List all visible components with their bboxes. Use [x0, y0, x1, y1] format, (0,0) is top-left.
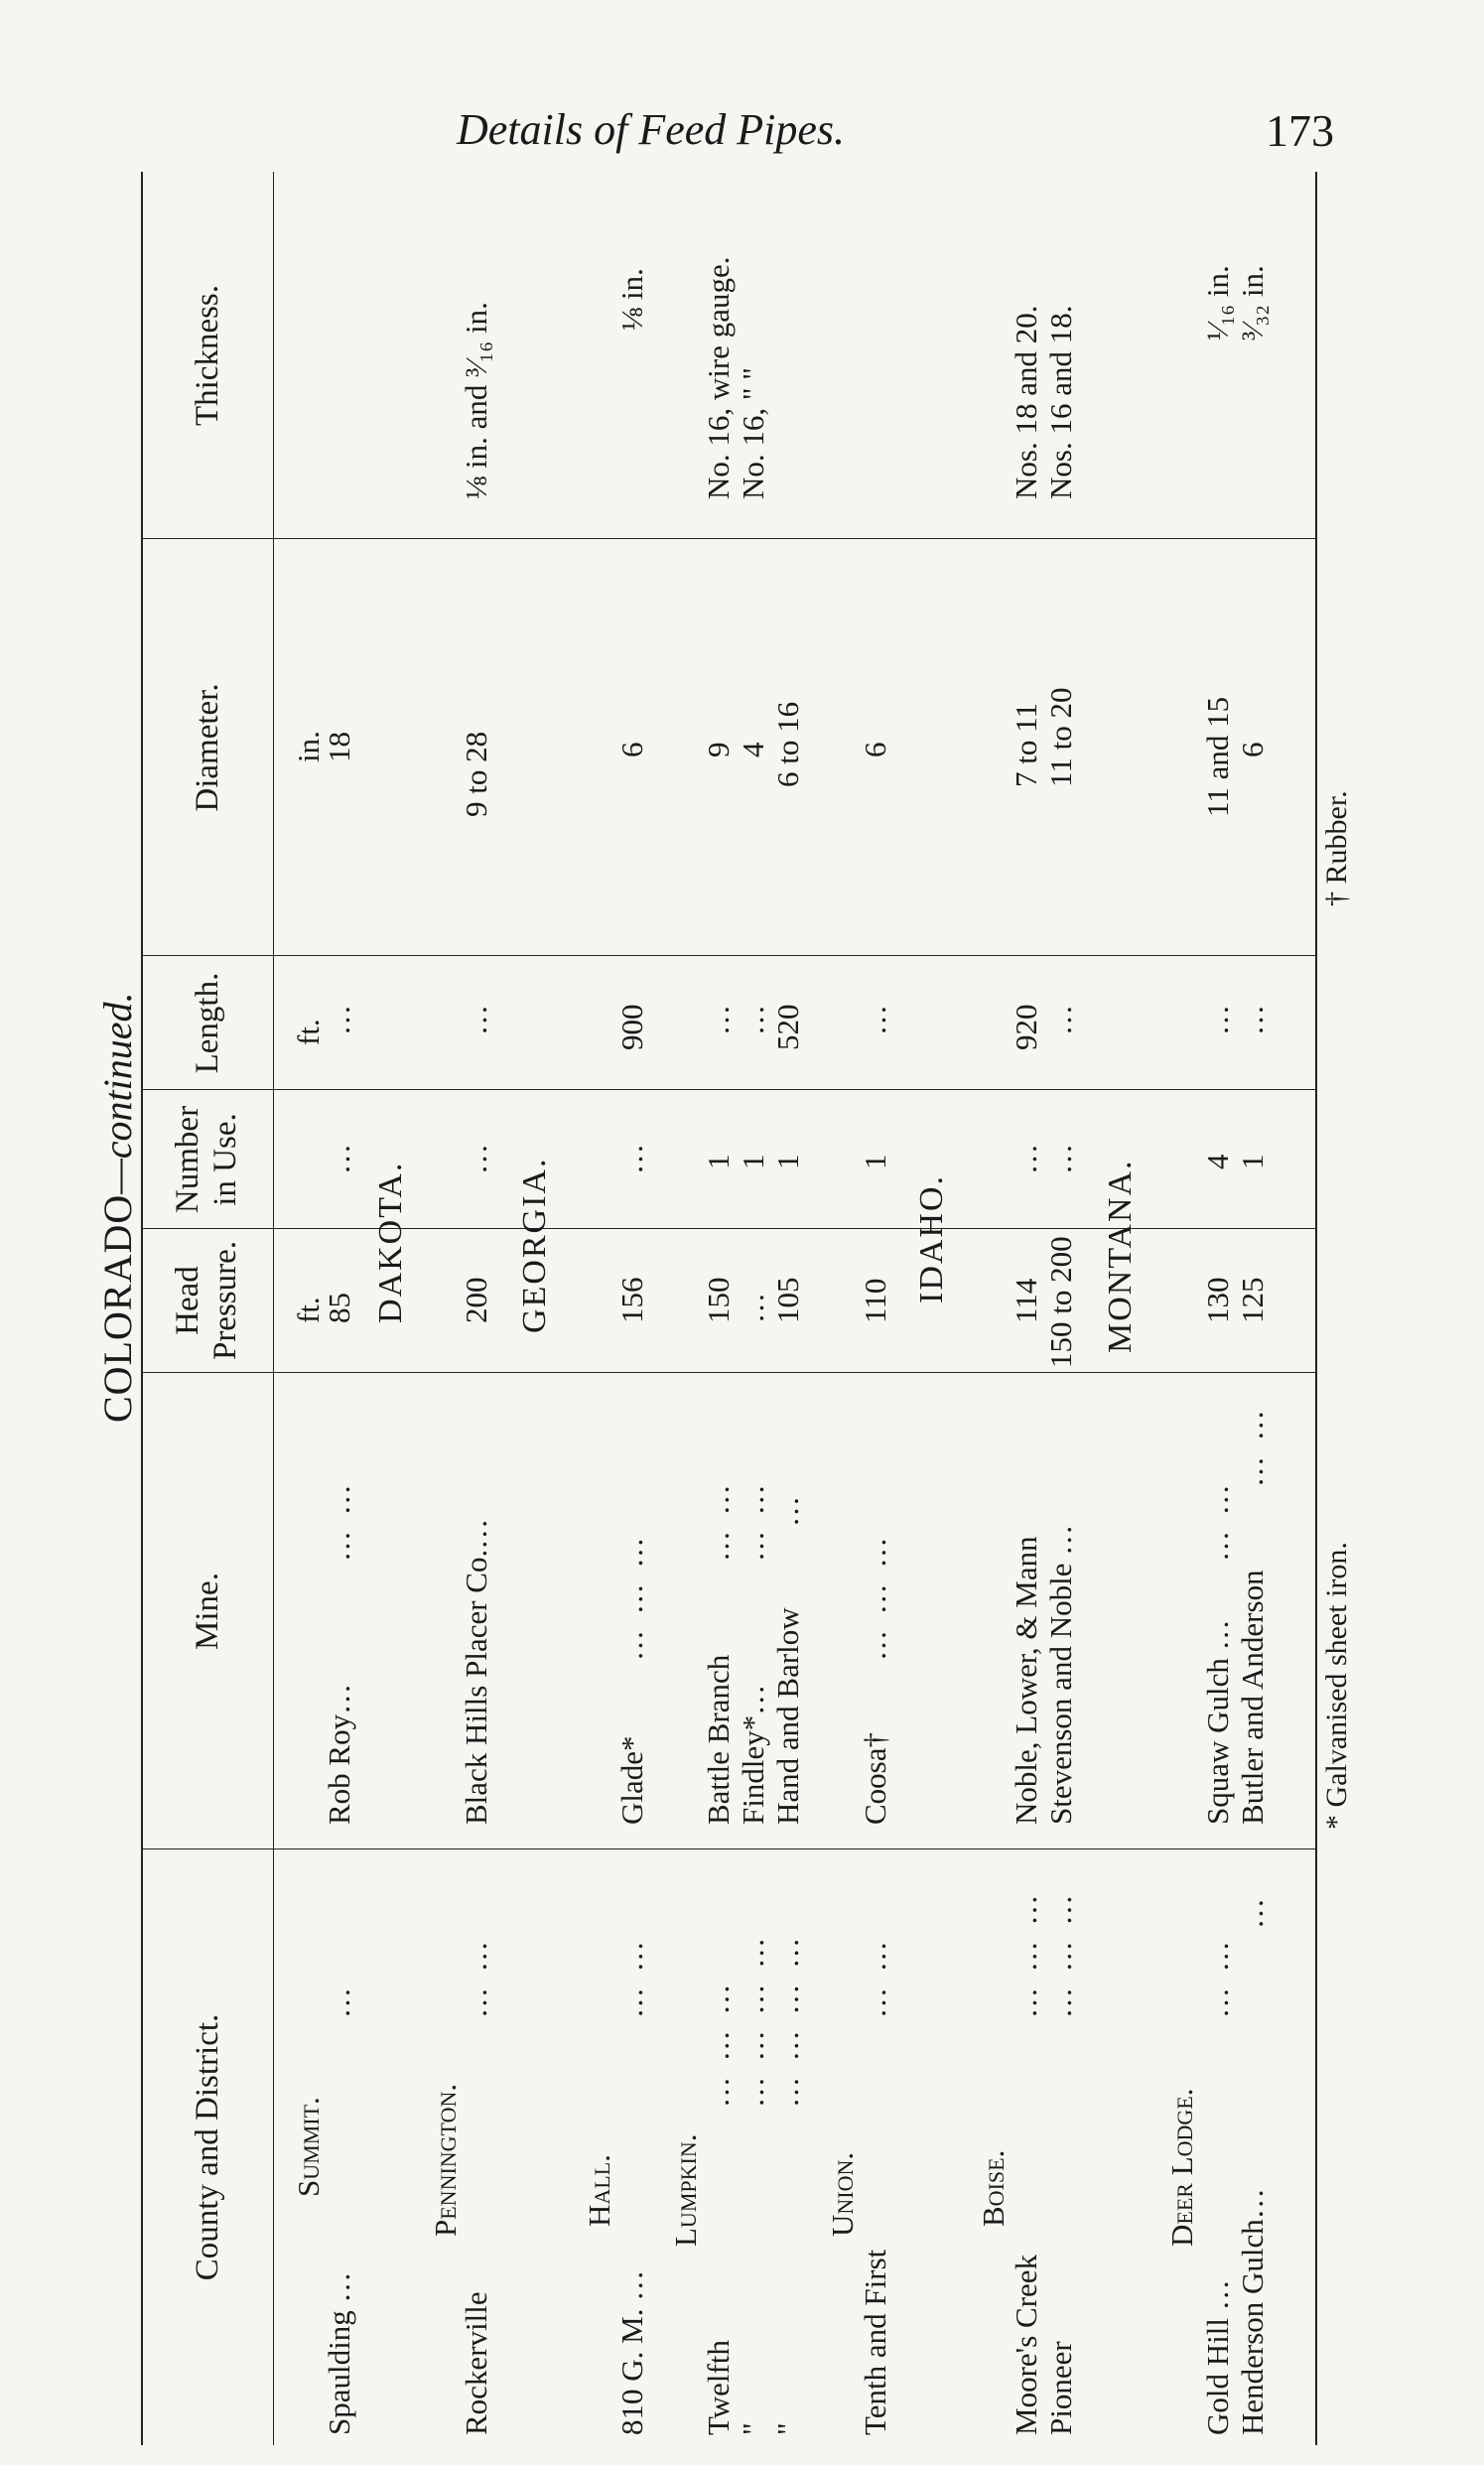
rule: [141, 1089, 1315, 1090]
unit-label: in.: [291, 731, 326, 762]
mine-cell: Noble, Lower, & Mann: [1009, 1536, 1043, 1825]
col-header-diameter: Diameter.: [190, 683, 225, 812]
head-pressure-cell: …: [736, 1293, 770, 1323]
county-cell: Gold Hill …: [1200, 2279, 1235, 2435]
leader-dots: … …: [1235, 1406, 1270, 1487]
length-cell: 520: [770, 1004, 805, 1050]
district-label: Summit.: [291, 2097, 326, 2197]
col-header-county: County and District.: [190, 2013, 225, 2281]
mine-cell: Squaw Gulch …: [1200, 1619, 1235, 1825]
leader-dots: … … … …: [770, 1933, 805, 2108]
thickness-cell: ³⁄₃₂ in.: [1235, 265, 1270, 341]
unit-label: ft.: [291, 1019, 326, 1045]
state-heading: MONTANA.: [1102, 1159, 1139, 1353]
district-label: Lumpkin.: [668, 2133, 703, 2247]
leader-dots: …: [322, 1984, 356, 2018]
length-cell: …: [1043, 1005, 1078, 1035]
number-cell: …: [459, 1144, 493, 1174]
leader-dots: … …: [1200, 1480, 1235, 1562]
leader-dots: … … …: [858, 1533, 892, 1661]
table-caption: COLORADO—continued.: [95, 992, 140, 1423]
district-label: Boise.: [976, 2149, 1011, 2227]
county-cell: Rockerville: [459, 2291, 493, 2435]
leader-dots: … …: [858, 1937, 892, 2018]
leader-dots: …: [1235, 1894, 1270, 1929]
county-cell: Tenth and First: [858, 2249, 892, 2435]
rule: [141, 1372, 1315, 1373]
col-header-number: Number in Use.: [170, 1105, 243, 1214]
diameter-cell: 11 to 20: [1043, 687, 1078, 787]
county-cell: ": [770, 2422, 805, 2435]
thickness-cell: ⅛ in. and ³⁄₁₆ in.: [459, 302, 493, 499]
county-cell: Pioneer: [1043, 2341, 1078, 2435]
mine-cell: Stevenson and Noble …: [1043, 1524, 1078, 1825]
leader-dots: … … …: [1009, 1890, 1043, 2018]
mine-cell: Butler and Anderson: [1235, 1570, 1270, 1825]
running-title: Details of Feed Pipes.: [457, 105, 846, 154]
mine-cell: Rob Roy…: [322, 1683, 356, 1825]
length-cell: …: [459, 1005, 493, 1035]
number-cell: 1: [1235, 1154, 1270, 1169]
thickness-cell: ⅛ in.: [614, 268, 649, 331]
leader-dots: … …: [614, 1937, 649, 2018]
length-cell: …: [858, 1005, 892, 1035]
number-cell: …: [614, 1144, 649, 1174]
rule: [273, 172, 274, 2445]
thickness-cell: Nos. 18 and 20.: [1009, 305, 1043, 499]
mine-cell: Battle Branch: [701, 1654, 736, 1825]
leader-dots: …: [770, 1492, 805, 1527]
number-cell: …: [322, 1144, 356, 1174]
head-pressure-cell: 85: [322, 1293, 356, 1323]
head-pressure-cell: 200: [459, 1277, 493, 1323]
diameter-cell: 11 and 15: [1200, 696, 1235, 817]
rule: [141, 172, 143, 2445]
state-heading: DAKOTA.: [372, 1161, 409, 1323]
head-pressure-cell: 125: [1235, 1277, 1270, 1323]
rule: [141, 955, 1315, 956]
head-pressure-cell: 114: [1009, 1278, 1043, 1323]
leader-dots: … …: [322, 1480, 356, 1562]
length-cell: …: [736, 1005, 770, 1035]
district-label: Union.: [825, 2151, 860, 2237]
head-pressure-cell: 105: [770, 1277, 805, 1323]
leader-dots: … … …: [1043, 1890, 1078, 2018]
diameter-cell: 6: [614, 742, 649, 757]
col-header-length: Length.: [190, 972, 225, 1074]
district-label: Deer Lodge.: [1164, 2088, 1199, 2247]
diameter-cell: 9: [701, 742, 736, 757]
number-cell: 1: [770, 1154, 805, 1169]
length-cell: 920: [1009, 1004, 1043, 1050]
district-label: Hall.: [582, 2154, 616, 2227]
number-cell: 4: [1200, 1154, 1235, 1169]
thickness-cell: ¹⁄₁₆ in.: [1200, 265, 1235, 341]
length-cell: …: [1235, 1005, 1270, 1035]
thickness-cell: No. 16, wire gauge.: [701, 256, 736, 499]
col-header-mine: Mine.: [190, 1573, 225, 1650]
leader-dots: … …: [459, 1937, 493, 2018]
mine-cell: Glade*: [614, 1735, 649, 1825]
mine-cell: Coosa†: [858, 1732, 892, 1825]
diameter-cell: 6: [858, 742, 892, 757]
leader-dots: … … …: [614, 1533, 649, 1661]
head-pressure-cell: 130: [1200, 1277, 1235, 1323]
unit-label: ft.: [291, 1297, 326, 1323]
head-pressure-cell: 110: [858, 1278, 892, 1323]
rule: [141, 538, 1315, 539]
number-cell: 1: [701, 1154, 736, 1169]
diameter-cell: 18: [322, 732, 356, 762]
diameter-cell: 7 to 11: [1009, 703, 1043, 787]
county-cell: Twelfth: [701, 2340, 736, 2435]
leader-dots: … …: [701, 1480, 736, 1562]
rule: [1315, 172, 1317, 2445]
thickness-cell: No. 16, " ": [736, 367, 770, 499]
number-cell: …: [1009, 1144, 1043, 1174]
leader-dots: … …: [736, 1480, 770, 1562]
diameter-cell: 4: [736, 742, 770, 757]
diameter-cell: 6 to 16: [770, 701, 805, 787]
head-pressure-cell: 150: [701, 1277, 736, 1323]
mine-cell: Hand and Barlow: [770, 1607, 805, 1825]
number-cell: 1: [736, 1154, 770, 1169]
county-cell: Henderson Gulch…: [1235, 2188, 1270, 2435]
footnote-galvanised: * Galvanised sheet iron.: [1320, 1542, 1353, 1830]
county-cell: Moore's Creek: [1009, 2254, 1043, 2435]
diameter-cell: 9 to 28: [459, 731, 493, 817]
leader-dots: … … …: [701, 1980, 736, 2108]
state-heading: GEORGIA.: [516, 1157, 553, 1333]
head-pressure-cell: 156: [614, 1277, 649, 1323]
leader-dots: … … … …: [736, 1933, 770, 2108]
number-cell: …: [1043, 1144, 1078, 1174]
thickness-cell: Nos. 16 and 18.: [1043, 305, 1078, 499]
county-cell: ": [736, 2422, 770, 2435]
length-cell: 900: [614, 1004, 649, 1050]
leader-dots: … …: [1200, 1937, 1235, 2018]
number-cell: 1: [858, 1154, 892, 1169]
head-pressure-cell: 150 to 200: [1043, 1236, 1078, 1368]
length-cell: …: [322, 1005, 356, 1035]
county-cell: 810 G. M. …: [614, 2269, 649, 2435]
state-heading: IDAHO.: [913, 1173, 950, 1303]
col-header-thickness: Thickness.: [190, 284, 225, 427]
length-cell: …: [701, 1005, 736, 1035]
col-header-head-pressure: Head Pressure.: [170, 1240, 243, 1361]
length-cell: …: [1200, 1005, 1235, 1035]
county-cell: Spaulding …: [322, 2271, 356, 2435]
mine-cell: Findley*…: [736, 1684, 770, 1825]
diameter-cell: 6: [1235, 742, 1270, 757]
footnote-rubber: † Rubber.: [1320, 790, 1353, 906]
mine-cell: Black Hills Placer Co.…: [459, 1518, 493, 1825]
page-number: 173: [1266, 105, 1334, 156]
district-label: Pennington.: [428, 2083, 463, 2237]
